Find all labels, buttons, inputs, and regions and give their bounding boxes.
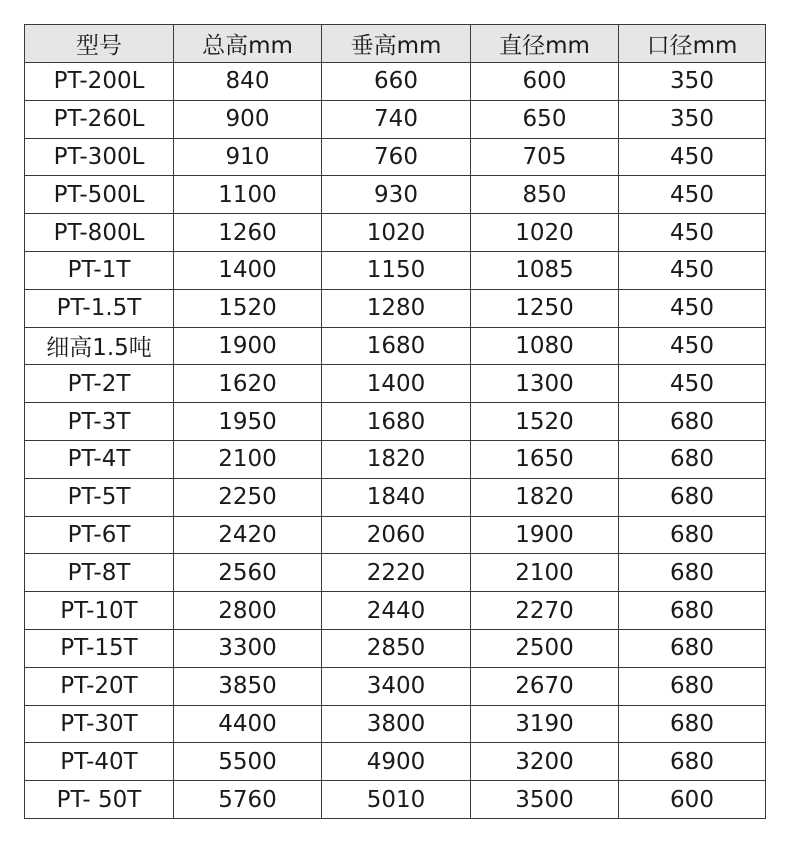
header-diameter: 直径mm	[471, 25, 619, 63]
cell-vertical-height: 740	[322, 100, 471, 138]
cell-model: PT-5T	[25, 478, 174, 516]
cell-opening-diameter: 680	[619, 440, 766, 478]
cell-diameter: 1300	[471, 365, 619, 403]
cell-diameter: 1080	[471, 327, 619, 365]
cell-diameter: 1020	[471, 214, 619, 252]
cell-model: PT-20T	[25, 667, 174, 705]
cell-diameter: 850	[471, 176, 619, 214]
table-body	[25, 63, 766, 819]
cell-total-height: 1100	[174, 176, 322, 214]
cell-total-height: 840	[174, 63, 322, 101]
cell-diameter: 1250	[471, 289, 619, 327]
cell-total-height: 4400	[174, 705, 322, 743]
cell-model: PT-6T	[25, 516, 174, 554]
cell-opening-diameter: 680	[619, 592, 766, 630]
header-total-height: 总高mm	[174, 25, 322, 63]
cell-diameter: 650	[471, 100, 619, 138]
cell-model: PT-300L	[25, 138, 174, 176]
table-row	[25, 176, 766, 214]
cell-model: PT-2T	[25, 365, 174, 403]
table-row	[25, 516, 766, 554]
cell-vertical-height: 2850	[322, 629, 471, 667]
cell-vertical-height: 1680	[322, 403, 471, 441]
table-row	[25, 289, 766, 327]
cell-model: PT-800L	[25, 214, 174, 252]
cell-opening-diameter: 680	[619, 554, 766, 592]
cell-model: PT-4T	[25, 440, 174, 478]
cell-total-height: 1620	[174, 365, 322, 403]
cell-model: PT-1T	[25, 251, 174, 289]
table-row	[25, 251, 766, 289]
cell-diameter: 2670	[471, 667, 619, 705]
table-row	[25, 667, 766, 705]
cell-model: PT-40T	[25, 743, 174, 781]
cell-total-height: 2100	[174, 440, 322, 478]
cell-vertical-height: 760	[322, 138, 471, 176]
cell-total-height: 1900	[174, 327, 322, 365]
table-row	[25, 138, 766, 176]
header-row	[25, 25, 766, 63]
cell-vertical-height: 1280	[322, 289, 471, 327]
table-row	[25, 63, 766, 101]
cell-model: 细高1.5吨	[25, 327, 174, 365]
table-header	[25, 25, 766, 63]
cell-total-height: 2420	[174, 516, 322, 554]
table-row	[25, 327, 766, 365]
cell-opening-diameter: 680	[619, 403, 766, 441]
cell-opening-diameter: 680	[619, 705, 766, 743]
cell-model: PT-8T	[25, 554, 174, 592]
cell-model: PT-15T	[25, 629, 174, 667]
cell-diameter: 1520	[471, 403, 619, 441]
cell-total-height: 3850	[174, 667, 322, 705]
cell-vertical-height: 3400	[322, 667, 471, 705]
table-row	[25, 478, 766, 516]
cell-total-height: 1520	[174, 289, 322, 327]
cell-opening-diameter: 450	[619, 365, 766, 403]
cell-diameter: 705	[471, 138, 619, 176]
cell-opening-diameter: 450	[619, 251, 766, 289]
cell-diameter: 3500	[471, 781, 619, 819]
cell-vertical-height: 1020	[322, 214, 471, 252]
cell-vertical-height: 1150	[322, 251, 471, 289]
cell-vertical-height: 3800	[322, 705, 471, 743]
cell-model: PT-200L	[25, 63, 174, 101]
cell-opening-diameter: 600	[619, 781, 766, 819]
cell-total-height: 3300	[174, 629, 322, 667]
cell-opening-diameter: 680	[619, 516, 766, 554]
cell-model: PT-1.5T	[25, 289, 174, 327]
spec-table	[24, 24, 766, 819]
cell-total-height: 5760	[174, 781, 322, 819]
cell-model: PT-30T	[25, 705, 174, 743]
cell-model: PT-3T	[25, 403, 174, 441]
table-row	[25, 705, 766, 743]
cell-model: PT-500L	[25, 176, 174, 214]
cell-vertical-height: 2440	[322, 592, 471, 630]
cell-vertical-height: 1840	[322, 478, 471, 516]
table-row	[25, 403, 766, 441]
cell-diameter: 2500	[471, 629, 619, 667]
cell-vertical-height: 1680	[322, 327, 471, 365]
cell-total-height: 910	[174, 138, 322, 176]
cell-vertical-height: 1820	[322, 440, 471, 478]
cell-vertical-height: 2060	[322, 516, 471, 554]
header-opening-diameter: 口径mm	[619, 25, 766, 63]
cell-model: PT- 50T	[25, 781, 174, 819]
cell-opening-diameter: 680	[619, 667, 766, 705]
table-row	[25, 365, 766, 403]
cell-total-height: 1260	[174, 214, 322, 252]
cell-diameter: 3200	[471, 743, 619, 781]
cell-model: PT-260L	[25, 100, 174, 138]
cell-diameter: 3190	[471, 705, 619, 743]
cell-opening-diameter: 350	[619, 63, 766, 101]
table-row	[25, 743, 766, 781]
cell-total-height: 2560	[174, 554, 322, 592]
cell-vertical-height: 5010	[322, 781, 471, 819]
cell-total-height: 5500	[174, 743, 322, 781]
cell-total-height: 2800	[174, 592, 322, 630]
cell-diameter: 1900	[471, 516, 619, 554]
cell-opening-diameter: 680	[619, 478, 766, 516]
cell-opening-diameter: 450	[619, 289, 766, 327]
header-vertical-height: 垂高mm	[322, 25, 471, 63]
cell-total-height: 1950	[174, 403, 322, 441]
table-row	[25, 629, 766, 667]
cell-vertical-height: 4900	[322, 743, 471, 781]
table-row	[25, 214, 766, 252]
cell-vertical-height: 660	[322, 63, 471, 101]
cell-diameter: 2100	[471, 554, 619, 592]
table-row	[25, 440, 766, 478]
cell-model: PT-10T	[25, 592, 174, 630]
cell-diameter: 600	[471, 63, 619, 101]
cell-diameter: 1650	[471, 440, 619, 478]
table-row	[25, 554, 766, 592]
cell-opening-diameter: 680	[619, 629, 766, 667]
cell-opening-diameter: 450	[619, 176, 766, 214]
cell-diameter: 2270	[471, 592, 619, 630]
cell-opening-diameter: 680	[619, 743, 766, 781]
cell-total-height: 1400	[174, 251, 322, 289]
cell-opening-diameter: 350	[619, 100, 766, 138]
cell-total-height: 900	[174, 100, 322, 138]
cell-vertical-height: 1400	[322, 365, 471, 403]
table-row	[25, 592, 766, 630]
cell-vertical-height: 2220	[322, 554, 471, 592]
table-row	[25, 100, 766, 138]
cell-total-height: 2250	[174, 478, 322, 516]
cell-opening-diameter: 450	[619, 214, 766, 252]
cell-opening-diameter: 450	[619, 138, 766, 176]
cell-opening-diameter: 450	[619, 327, 766, 365]
cell-vertical-height: 930	[322, 176, 471, 214]
header-model: 型号	[25, 25, 174, 63]
table-row	[25, 781, 766, 819]
cell-diameter: 1085	[471, 251, 619, 289]
cell-diameter: 1820	[471, 478, 619, 516]
